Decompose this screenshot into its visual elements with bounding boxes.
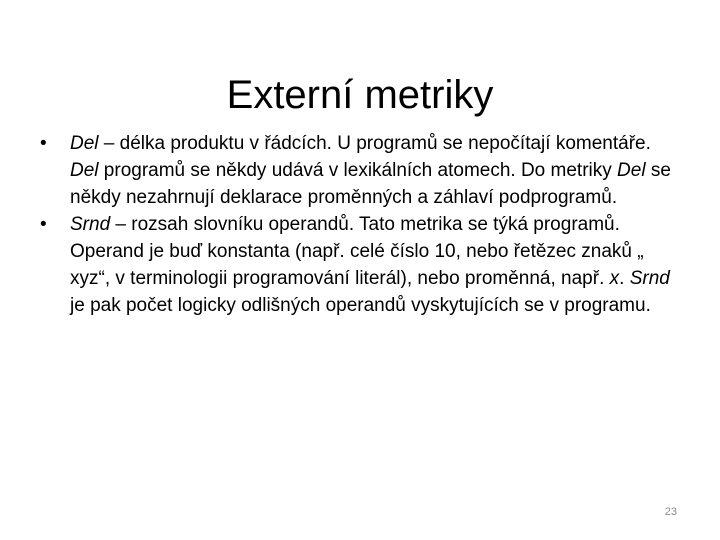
slide-title: Externí metriky [226,72,494,117]
bullet-icon: • [40,214,47,235]
term-del: Del [70,133,99,154]
bullet-list [40,130,680,319]
srnd-text-2: . [619,268,630,289]
bullet-item-del [40,130,680,211]
term-srnd-2: Srnd [629,268,670,289]
bullet-icon: • [40,133,47,154]
term-del-3: Del [617,160,646,181]
term-del-2: Del [70,160,99,181]
srnd-text-3: je pak počet logicky odlišných operandů vyskytujících se v programu. [70,295,651,316]
del-text-1: – délka produktu v řádcích. U programů se nepočítají komentáře. [98,133,651,154]
bullet-item-srnd [40,211,680,319]
srnd-text-1: – rozsah slovníku operandů. Tato metrika se týká programů. Operand je buď konstanta (např. celé číslo 10, nebo řetězec znaků „ xyz“, v terminologii programování literál), nebo proměnná, např. [70,214,644,289]
del-text-3: se někdy nezahrnují deklarace proměnných a záhlaví podprogramů. [70,160,671,208]
page-number: 23 [664,506,677,518]
term-x: x [609,268,620,289]
del-text-2: programů se někdy udává v lexikálních atomech. Do metriky [98,160,618,181]
term-srnd: Srnd [70,214,111,235]
